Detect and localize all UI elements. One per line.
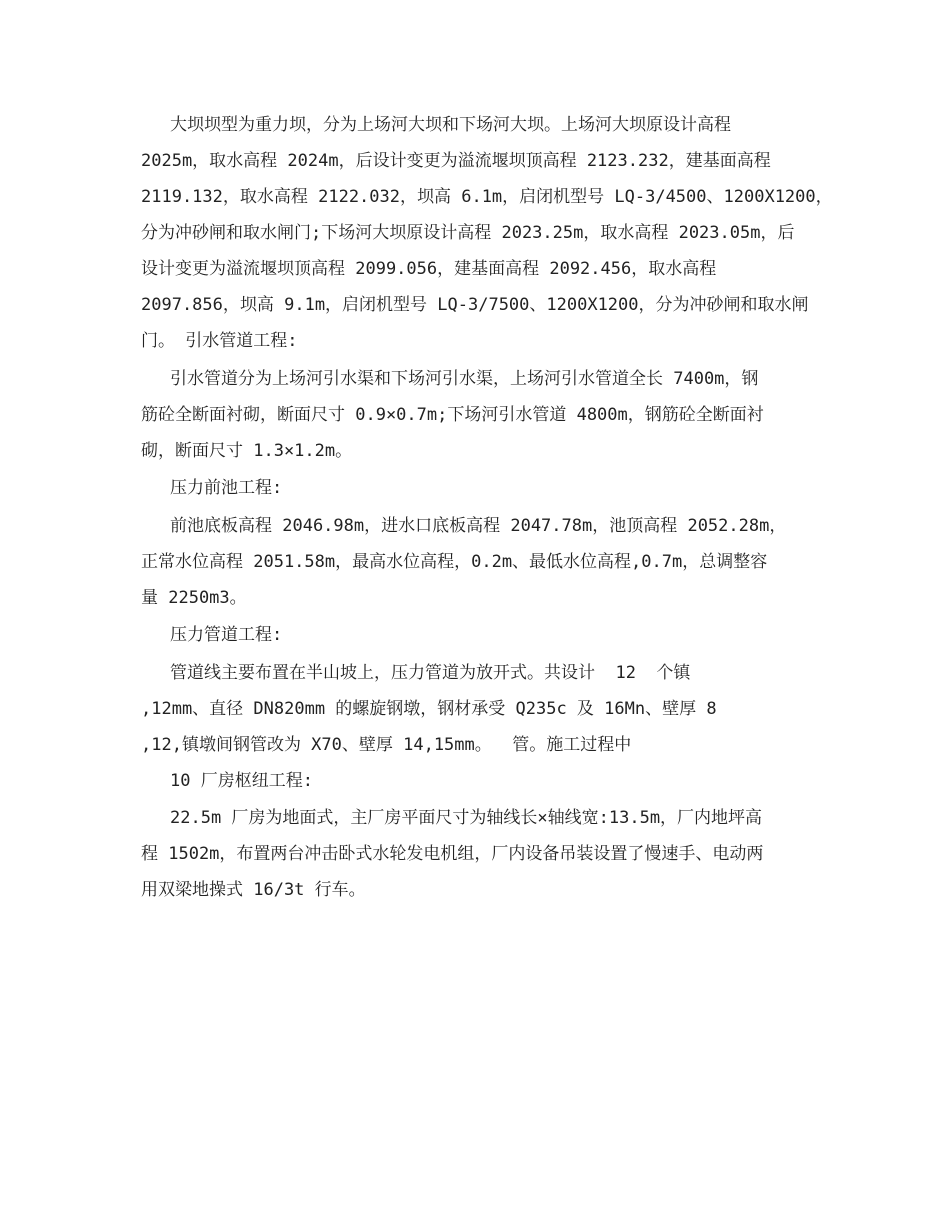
text-line: 正常水位高程 2051.58m，最高水位高程，0.2m、最低水位高程,0.7m，总调整容 [141,552,768,572]
section-heading: 压力管道工程: [170,625,283,645]
text-line: 设计变更为溢流堰坝顶高程 2099.056，建基面高程 2092.456，取水高程 [141,259,717,279]
text-line: ,12mm、直径 DN820mm 的螺旋钢墩，钢材承受 Q235c 及 16Mn、壁厚 8 [141,699,717,719]
text-line: 2025m，取水高程 2024m，后设计变更为溢流堰坝顶高程 2123.232，建基面高程 [141,151,771,171]
text-line: 2119.132，取水高程 2122.032，坝高 6.1m，启闭机型号 LQ-3/4500、1200X1200， [141,187,833,207]
text-line: 量 2250m3。 [141,588,247,608]
text-line: 用双梁地操式 16/3t 行车。 [141,880,366,900]
text-line: 分为冲砂闸和取水闸门;下场河大坝原设计高程 2023.25m，取水高程 2023.05m，后 [141,223,795,243]
section-heading: 10 厂房枢纽工程: [170,771,313,791]
text-line: 门。 引水管道工程: [141,331,298,351]
text-line: 砌，断面尺寸 1.3×1.2m。 [141,441,353,461]
text-line: 前池底板高程 2046.98m，进水口底板高程 2047.78m，池顶高程 2052.28m， [170,516,787,536]
section-heading: 压力前池工程: [170,478,283,498]
text-line: 22.5m 厂房为地面式，主厂房平面尺寸为轴线长×轴线宽:13.5m，厂内地坪高 [170,808,763,828]
text-line: ,12,镇墩间钢管改为 X70、壁厚 14,15mm。 管。施工过程中 [141,735,632,755]
text-line: 程 1502m，布置两台冲击卧式水轮发电机组，厂内设备吊装设置了慢速手、电动两 [141,844,764,864]
text-line: 2097.856，坝高 9.1m，启闭机型号 LQ-3/7500、1200X1200，分为冲砂闸和取水闸 [141,295,809,315]
text-line: 管道线主要布置在半山坡上，压力管道为放开式。共设计 12 个镇 [170,663,691,683]
text-line: 引水管道分为上场河引水渠和下场河引水渠，上场河引水管道全长 7400m，钢 [170,369,759,389]
text-line: 筋砼全断面衬砌，断面尺寸 0.9×0.7m;下场河引水管道 4800m，钢筋砼全断面衬 [141,405,764,425]
text-line: 大坝坝型为重力坝，分为上场河大坝和下场河大坝。上场河大坝原设计高程 [170,115,731,135]
